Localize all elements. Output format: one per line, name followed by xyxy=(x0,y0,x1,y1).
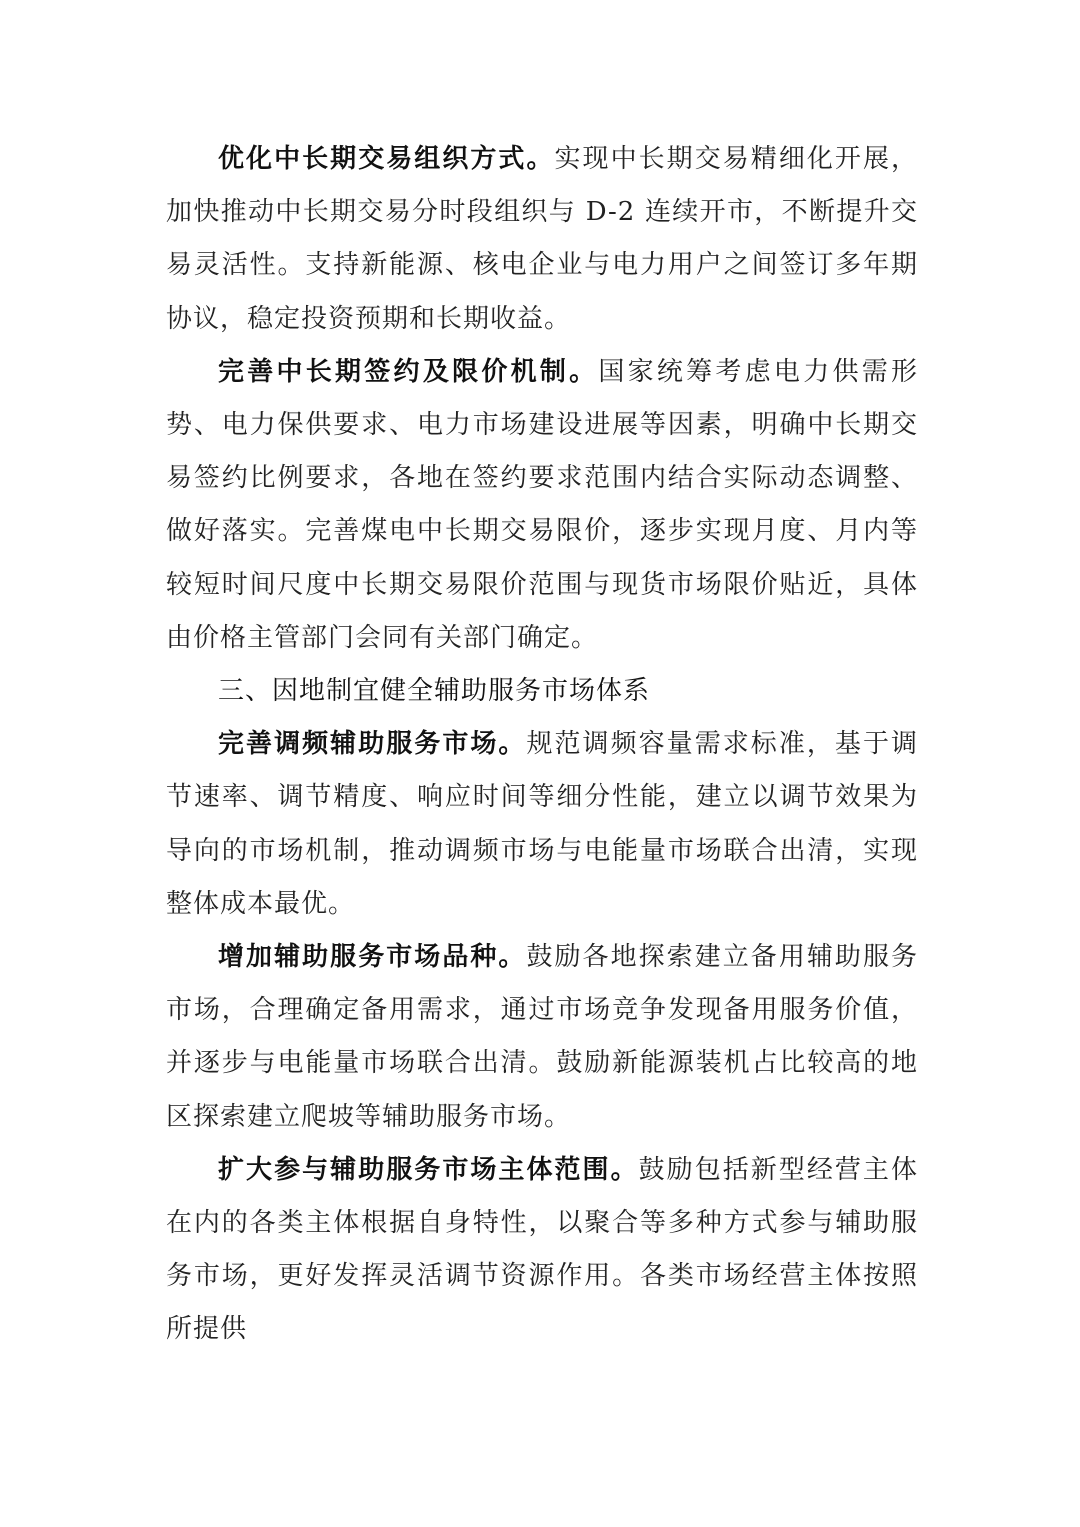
paragraph-text: 规范调频容量需求标准，基于调节速率、调节精度、响应时间等细分性能，建立以调节效果为导向的市场机制，推动调频市场与电能量市场联合出清，实现整体成本最优。 xyxy=(166,729,918,919)
paragraph-expand-participants xyxy=(166,1144,918,1357)
paragraph-text: 实现中长期交易精细化开展，加快推动中长期交易分时段组织与 D-2 连续开市，不断提升交易灵活性。支持新能源、核电企业与电力用户之间签订多年期协议，稳定投资预期和长期收益。 xyxy=(166,144,918,334)
paragraph-lead: 扩大参与辅助服务市场主体范围。 xyxy=(218,1154,639,1185)
paragraph-price-limit xyxy=(166,346,918,665)
paragraph-frequency-regulation xyxy=(166,718,918,931)
section-heading: 三、因地制宜健全辅助服务市场体系 xyxy=(218,676,651,707)
paragraph-optimize-trading xyxy=(166,133,918,346)
document-body xyxy=(166,133,918,1357)
paragraph-lead: 增加辅助服务市场品种。 xyxy=(218,942,527,973)
paragraph-lead: 优化中长期交易组织方式。 xyxy=(218,144,555,174)
paragraph-text: 鼓励各地探索建立备用辅助服务市场，合理确定备用需求，通过市场竞争发现备用服务价值，并逐步与电能量市场联合出清。鼓励新能源装机占比较高的地区探索建立爬坡等辅助服务市场。 xyxy=(166,942,918,1132)
paragraph-text: 鼓励包括新型经营主体在内的各类主体根据自身特性，以聚合等多种方式参与辅助服务市场，更好发挥灵活调节资源作用。各类市场经营主体按照所提供 xyxy=(166,1154,918,1345)
paragraph-market-varieties xyxy=(166,931,918,1144)
paragraph-text: 国家统筹考虑电力供需形势、电力保供要求、电力市场建设进展等因素，明确中长期交易签约比例要求，各地在签约要求范围内结合实际动态调整、做好落实。完善煤电中长期交易限价，逐步实现月度、月内等较短时间尺度中长期交易限价范围与现货市场限价贴近，具体由价格主管部门会同有关部门确定。 xyxy=(166,356,918,653)
paragraph-lead: 完善调频辅助服务市场。 xyxy=(218,729,527,760)
paragraph-lead: 完善中长期签约及限价机制。 xyxy=(218,356,599,387)
